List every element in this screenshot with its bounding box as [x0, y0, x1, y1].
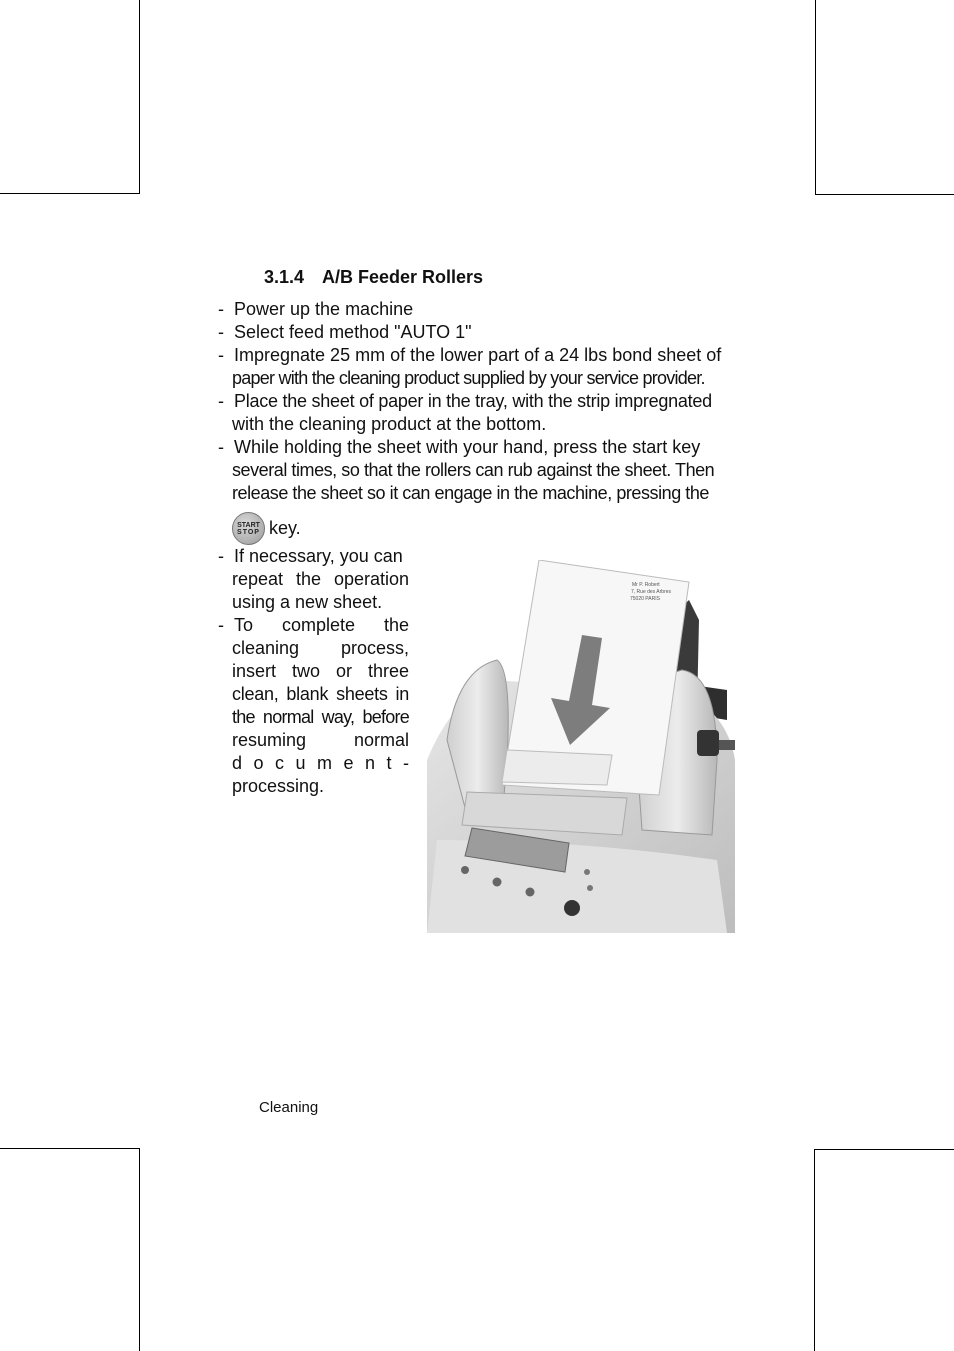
crop-mark — [814, 1149, 954, 1150]
step-text: To complete the — [234, 615, 409, 635]
crop-mark — [814, 1149, 815, 1351]
section-heading — [264, 267, 483, 288]
start-stop-key-line — [232, 512, 301, 545]
crop-mark — [0, 1148, 140, 1149]
step-item: - To complete the cleaning process, insert two or three clean, blank sheets in the normal way, before resuming normal d o c u m e n t - processing. — [218, 615, 409, 796]
section-number: 3.1.4 — [264, 267, 305, 287]
section-title: A/B Feeder Rollers — [322, 267, 484, 287]
step-text: Select feed method "AUTO 1" — [234, 322, 472, 342]
step-text: several times, so that the rollers can rub against the sheet. Then — [232, 460, 715, 480]
step-text: cleaning process, — [232, 638, 409, 658]
step-item: - Power up the machine — [218, 298, 734, 321]
step-text: Impregnate 25 mm of the lower part of a 24 lbs bond sheet of — [234, 345, 722, 365]
crop-mark — [139, 1148, 140, 1351]
step-text: the normal way, before — [232, 707, 409, 727]
step-text: insert two or three — [232, 661, 409, 681]
step-text: Power up the machine — [234, 299, 414, 319]
step-text: If necessary, you can — [234, 546, 403, 566]
step-text: repeat the operation — [232, 569, 409, 589]
step-text: using a new sheet. — [232, 592, 383, 612]
step-text: resuming normal — [232, 730, 409, 750]
step-text: paper with the cleaning product supplied by your service provider. — [232, 368, 705, 388]
address-line: 75020 PARIS — [630, 596, 660, 602]
step-item: - Place the sheet of paper in the tray, with the strip impregnated with the cleaning product at the bottom. — [218, 390, 734, 436]
step-text: processing. — [232, 776, 325, 796]
page-footer: Cleaning — [259, 1099, 319, 1116]
step-text: with the cleaning product at the bottom. — [232, 414, 547, 434]
step-text: While holding the sheet with your hand, press the start key — [234, 437, 701, 457]
step-text: Place the sheet of paper in the tray, with the strip impregnated — [234, 391, 712, 411]
step-text: clean, blank sheets in — [232, 684, 409, 704]
address-line: Mr P. Robert — [632, 582, 660, 588]
step-item: - Impregnate 25 mm of the lower part of a 24 lbs bond sheet of paper with the cleaning product supplied by your service provider. — [218, 344, 734, 390]
step-item: - While holding the sheet with your hand, press the start key several times, so that the rollers can rub against the sheet. Then release the sheet so it can engage in the machine, pressing the — [218, 436, 734, 505]
crop-mark — [815, 0, 816, 195]
key-suffix-text: key. — [269, 518, 301, 538]
start-stop-key-icon: START STOP — [232, 512, 265, 545]
feeder-machine-photo — [427, 560, 735, 933]
address-line: 7, Rue des Arbres — [631, 589, 672, 595]
step-text: release the sheet so it can engage in the machine, pressing the — [232, 483, 709, 503]
crop-mark — [139, 0, 140, 194]
step-item: - If necessary, you can repeat the operation using a new sheet. — [218, 546, 409, 612]
step-text: d o c u m e n t - — [232, 753, 409, 773]
crop-mark — [0, 193, 140, 194]
crop-mark — [815, 194, 954, 195]
step-item: - Select feed method "AUTO 1" — [218, 321, 734, 344]
